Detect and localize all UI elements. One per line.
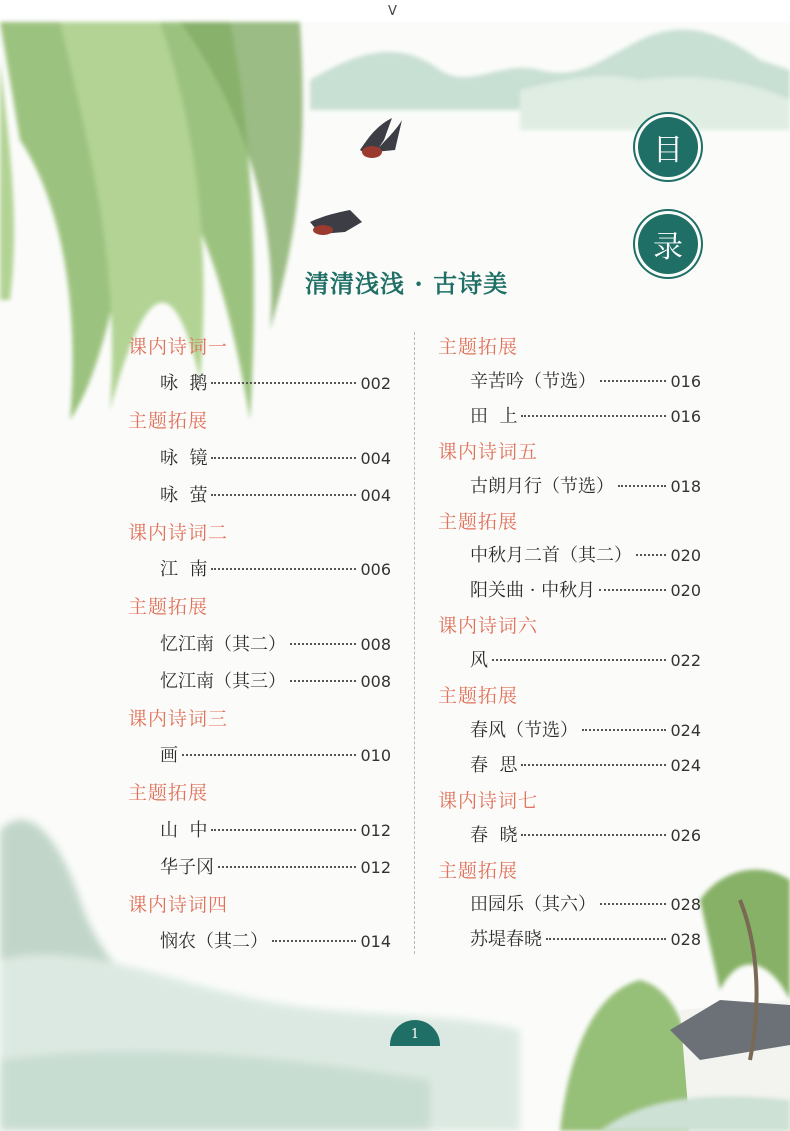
toc-dot-leader bbox=[211, 457, 356, 459]
toc-dot-leader bbox=[618, 485, 666, 487]
toc-entry-title: 咏 镜 bbox=[160, 447, 208, 469]
badge-char-lu: 录 bbox=[653, 230, 683, 265]
toc-entry[interactable] bbox=[160, 481, 391, 507]
toc-entry-title: 江 南 bbox=[160, 559, 208, 581]
toc-entry-page: 016 bbox=[670, 406, 701, 426]
toc-entry-page: 022 bbox=[670, 651, 701, 671]
toc-entry[interactable] bbox=[160, 667, 391, 693]
toc-entry-page: 008 bbox=[360, 634, 391, 654]
toc-entry[interactable] bbox=[470, 472, 701, 498]
column-divider bbox=[414, 332, 415, 954]
toc-entry-page: 014 bbox=[360, 932, 391, 952]
toc-entry-title: 田 上 bbox=[470, 405, 518, 427]
toc-entry[interactable] bbox=[470, 751, 701, 777]
toc-dot-leader bbox=[211, 494, 356, 496]
toc-entry-page: 024 bbox=[670, 755, 701, 775]
catalog-badge-mu bbox=[638, 117, 698, 177]
toc-dot-leader bbox=[599, 589, 666, 591]
catalog-badge-lu bbox=[638, 214, 698, 274]
toc-entry-title: 春 思 bbox=[470, 754, 518, 776]
section-title: 清清浅浅 · 古诗美 bbox=[305, 269, 509, 298]
toc-entry[interactable] bbox=[160, 853, 391, 879]
toc-entry-title: 苏堤春晓 bbox=[470, 929, 542, 951]
toc-entry-title: 咏 鹅 bbox=[160, 373, 208, 395]
toc-dot-leader bbox=[211, 568, 356, 570]
toc-entry[interactable] bbox=[160, 630, 391, 656]
toc-entry-page: 004 bbox=[360, 485, 391, 505]
toc-dot-leader bbox=[218, 866, 356, 868]
toc-entry-title: 中秋月二首（其二） bbox=[470, 545, 632, 567]
toc-category-heading: 课内诗词四 bbox=[128, 894, 229, 916]
toc-entry[interactable] bbox=[470, 576, 701, 602]
swallow-birds bbox=[310, 118, 402, 235]
toc-entry-title: 春 晓 bbox=[470, 824, 518, 846]
toc-entry[interactable] bbox=[160, 444, 391, 470]
toc-dot-leader bbox=[492, 659, 666, 661]
toc-dot-leader bbox=[182, 754, 356, 756]
toc-entry-page: 020 bbox=[670, 581, 701, 601]
page-header-mark: V bbox=[388, 4, 397, 19]
toc-entry-title: 悯农（其二） bbox=[160, 931, 268, 953]
toc-category-heading: 主题拓展 bbox=[438, 510, 519, 533]
toc-dot-leader bbox=[211, 829, 356, 831]
toc-entry-page: 006 bbox=[360, 560, 391, 580]
toc-entry[interactable] bbox=[160, 369, 391, 395]
toc-entry-page: 004 bbox=[360, 448, 391, 468]
toc-entry-page: 026 bbox=[670, 825, 701, 845]
toc-dot-leader bbox=[636, 554, 666, 556]
toc-entry[interactable] bbox=[160, 816, 391, 842]
toc-entry[interactable] bbox=[160, 741, 391, 767]
toc-entry-page: 012 bbox=[360, 857, 391, 877]
toc-category-heading: 课内诗词三 bbox=[128, 708, 229, 730]
toc-entry[interactable] bbox=[470, 367, 701, 393]
toc-category-heading: 课内诗词一 bbox=[128, 336, 229, 358]
toc-entry[interactable] bbox=[470, 925, 701, 951]
toc-dot-leader bbox=[290, 680, 356, 682]
toc-dot-leader bbox=[546, 938, 666, 940]
toc-entry-title: 古朗月行（节选） bbox=[470, 475, 614, 497]
toc-entry[interactable] bbox=[470, 646, 701, 672]
toc-entry-title: 春风（节选） bbox=[470, 719, 578, 741]
toc-entry-page: 018 bbox=[670, 476, 701, 496]
toc-category-heading: 课内诗词六 bbox=[438, 615, 539, 638]
toc-dot-leader bbox=[521, 415, 666, 417]
toc-category-heading: 主题拓展 bbox=[438, 859, 519, 882]
toc-entry[interactable] bbox=[470, 402, 701, 428]
toc-entry-title: 辛苦吟（节选） bbox=[470, 370, 596, 392]
toc-category-heading: 课内诗词五 bbox=[438, 440, 539, 463]
willow-branches-top-left bbox=[0, 22, 303, 420]
toc-entry-title: 风 bbox=[470, 650, 488, 672]
toc-entry-page: 028 bbox=[670, 930, 701, 950]
toc-category-heading: 主题拓展 bbox=[438, 685, 519, 707]
toc-entry[interactable] bbox=[470, 821, 701, 847]
toc-dot-leader bbox=[521, 764, 666, 766]
toc-entry[interactable] bbox=[160, 555, 391, 581]
toc-entry-title: 山 中 bbox=[160, 819, 208, 841]
toc-entry-page: 028 bbox=[670, 895, 701, 915]
toc-category-heading: 主题拓展 bbox=[128, 410, 209, 433]
toc-category-heading: 主题拓展 bbox=[438, 336, 519, 358]
toc-dot-leader bbox=[600, 903, 666, 905]
toc-dot-leader bbox=[211, 382, 356, 384]
toc-entry-page: 016 bbox=[670, 371, 701, 391]
toc-entry-page: 012 bbox=[360, 820, 391, 840]
toc-entry[interactable] bbox=[470, 716, 701, 742]
toc-entry-title: 忆江南（其二） bbox=[160, 633, 286, 655]
toc-entry-title: 忆江南（其三） bbox=[160, 670, 286, 692]
toc-dot-leader bbox=[521, 834, 666, 836]
toc-entry-page: 002 bbox=[360, 374, 391, 394]
badge-char-mu: 目 bbox=[653, 133, 683, 168]
mountains-top-right bbox=[310, 30, 790, 130]
toc-dot-leader bbox=[290, 643, 356, 645]
toc-dot-leader bbox=[272, 940, 356, 942]
toc-category-heading: 主题拓展 bbox=[128, 596, 209, 619]
toc-entry-title: 阳关曲 · 中秋月 bbox=[470, 580, 596, 602]
toc-category-heading: 课内诗词七 bbox=[438, 789, 539, 812]
toc-entry[interactable] bbox=[160, 927, 391, 953]
toc-category-heading: 主题拓展 bbox=[128, 782, 209, 805]
toc-entry[interactable] bbox=[470, 890, 701, 916]
toc-entry-page: 010 bbox=[360, 746, 391, 766]
toc-category-heading: 课内诗词二 bbox=[128, 522, 229, 544]
toc-entry-title: 画 bbox=[160, 745, 178, 767]
toc-entry-title: 田园乐（其六） bbox=[470, 894, 596, 916]
toc-dot-leader bbox=[582, 729, 666, 731]
toc-entry-title: 华子冈 bbox=[160, 856, 214, 878]
toc-entry-page: 020 bbox=[670, 546, 701, 566]
toc-entry-page: 008 bbox=[360, 671, 391, 691]
toc-entry[interactable] bbox=[470, 541, 701, 567]
page-number: 1 bbox=[390, 1020, 440, 1046]
toc-entry-page: 024 bbox=[670, 720, 701, 740]
toc-dot-leader bbox=[600, 380, 666, 382]
toc-entry-title: 咏 萤 bbox=[160, 484, 208, 506]
